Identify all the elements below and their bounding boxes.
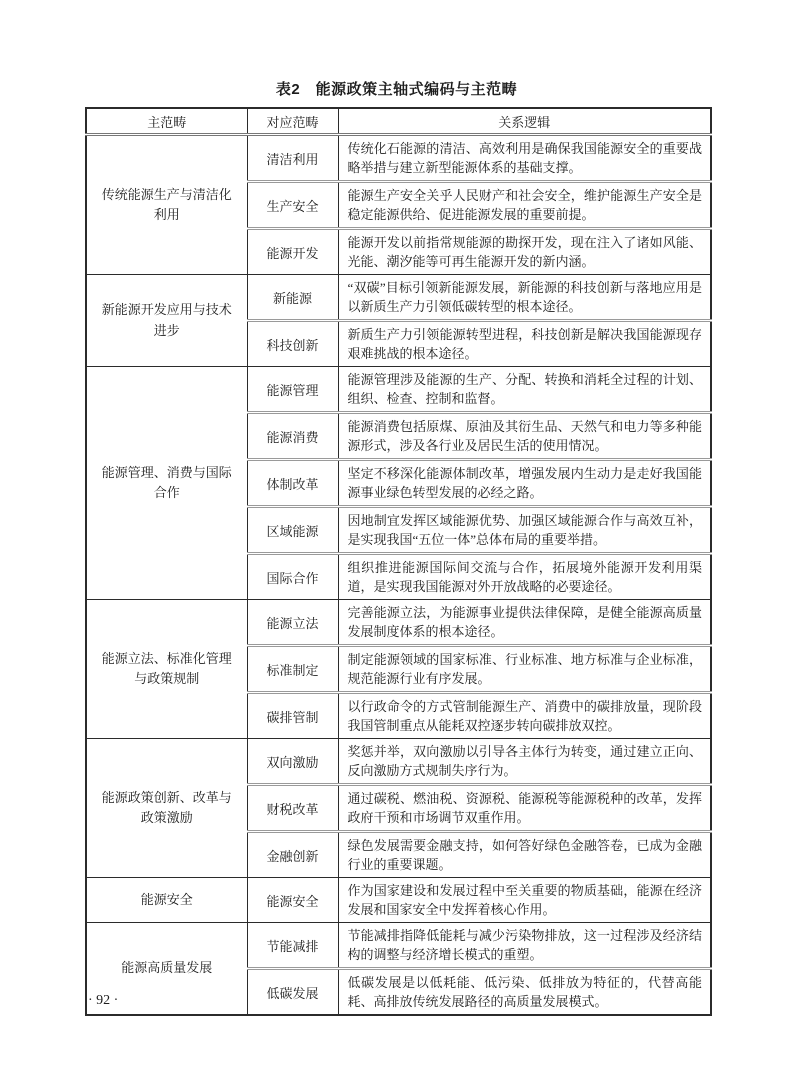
relation-logic-cell: 完善能源立法，为能源事业提供法律保障，是健全能源高质量发展制度体系的根本途径。 <box>338 600 711 646</box>
relation-logic-cell: 绿色发展需要金融支持，如何答好绿色金融答卷，已成为金融行业的重要课题。 <box>338 832 711 878</box>
sub-category-cell: 能源消费 <box>247 413 338 460</box>
relation-logic-cell: 奖惩并举，双向激励以引导各主体行为转变，通过建立正向、反向激励方式规制失序行为。 <box>338 739 711 785</box>
relation-logic-cell: 坚定不移深化能源体制改革，增强发展内生动力是走好我国能源事业绿色转型发展的必经之路。 <box>338 460 711 507</box>
sub-category-cell: 清洁利用 <box>247 135 338 182</box>
relation-logic-cell: 作为国家建设和发展过程中至关重要的物质基础，能源在经济发展和国家安全中发挥着核心作用。 <box>338 878 711 923</box>
sub-category-cell: 双向激励 <box>247 739 338 785</box>
table-row <box>86 135 711 182</box>
sub-category-cell: 科技创新 <box>247 321 338 367</box>
sub-category-cell: 能源立法 <box>247 600 338 646</box>
sub-category-cell: 国际合作 <box>247 554 338 600</box>
table-header-row <box>86 108 711 135</box>
sub-category-cell: 能源管理 <box>247 367 338 413</box>
relation-logic-cell: 节能减排指降低能耗与减少污染物排放，这一过程涉及经济结构的调整与经济增长模式的重塑。 <box>338 923 711 969</box>
sub-category-cell: 低碳发展 <box>247 969 338 1016</box>
relation-logic-cell: 因地制宜发挥区域能源优势、加强区域能源合作与高效互补，是实现我国“五位一体”总体布局的重要举措。 <box>338 507 711 554</box>
main-category-cell: 能源政策创新、改革与政策激励 <box>86 739 247 878</box>
main-category-cell: 传统能源生产与清洁化利用 <box>86 135 247 275</box>
table-caption: 表2 能源政策主轴式编码与主范畴 <box>275 81 518 98</box>
main-category-cell: 能源立法、标准化管理与政策规制 <box>86 600 247 739</box>
sub-category-cell: 标准制定 <box>247 646 338 693</box>
column-header-relation-logic: 关系逻辑 <box>338 108 711 135</box>
sub-category-cell: 新能源 <box>247 275 338 321</box>
relation-logic-cell: 新质生产力引领能源转型进程，科技创新是解决我国能源现存艰难挑战的根本途径。 <box>338 321 711 367</box>
column-header-main-category: 主范畴 <box>86 108 247 135</box>
relation-logic-cell: 能源消费包括原煤、原油及其衍生品、天然气和电力等多种能源形式，涉及各行业及居民生活的使用情况。 <box>338 413 711 460</box>
sub-category-cell: 能源开发 <box>247 229 338 275</box>
relation-logic-cell: 能源管理涉及能源的生产、分配、转换和消耗全过程的计划、组织、检查、控制和监督。 <box>338 367 711 413</box>
relation-logic-cell: 低碳发展是以低耗能、低污染、低排放为特征的，代替高能耗、高排放传统发展路径的高质量发展模式。 <box>338 969 711 1016</box>
table-row <box>86 878 711 923</box>
main-category-cell: 新能源开发应用与技术进步 <box>86 275 247 367</box>
relation-logic-cell: 制定能源领域的国家标准、行业标准、地方标准与企业标准，规范能源行业有序发展。 <box>338 646 711 693</box>
coding-table <box>85 107 712 1016</box>
sub-category-cell: 金融创新 <box>247 832 338 878</box>
main-category-cell: 能源高质量发展 <box>86 923 247 1016</box>
column-header-sub-category: 对应范畴 <box>247 108 338 135</box>
main-category-cell: 能源管理、消费与国际合作 <box>86 367 247 600</box>
table-row <box>86 600 711 646</box>
relation-logic-cell: 传统化石能源的清洁、高效利用是确保我国能源安全的重要战略举措与建立新型能源体系的基础支撑。 <box>338 135 711 182</box>
sub-category-cell: 能源安全 <box>247 878 338 923</box>
relation-logic-cell: 能源开发以前指常规能源的勘探开发，现在注入了诸如风能、光能、潮汐能等可再生能源开发的新内涵。 <box>338 229 711 275</box>
relation-logic-cell: “双碳”目标引领新能源发展，新能源的科技创新与落地应用是以新质生产力引领低碳转型的根本途径。 <box>338 275 711 321</box>
relation-logic-cell: 通过碳税、燃油税、资源税、能源税等能源税种的改革，发挥政府干预和市场调节双重作用。 <box>338 785 711 832</box>
sub-category-cell: 节能减排 <box>247 923 338 969</box>
table-row <box>86 923 711 969</box>
relation-logic-cell: 组织推进能源国际间交流与合作，拓展境外能源开发利用渠道，是实现我国能源对外开放战略的必要途径。 <box>338 554 711 600</box>
sub-category-cell: 体制改革 <box>247 460 338 507</box>
relation-logic-cell: 能源生产安全关乎人民财产和社会安全，维护能源生产安全是稳定能源供给、促进能源发展的重要前提。 <box>338 182 711 229</box>
table-row <box>86 739 711 785</box>
sub-category-cell: 生产安全 <box>247 182 338 229</box>
table-row <box>86 275 711 321</box>
sub-category-cell: 碳排管制 <box>247 693 338 739</box>
table-row <box>86 367 711 413</box>
sub-category-cell: 区域能源 <box>247 507 338 554</box>
sub-category-cell: 财税改革 <box>247 785 338 832</box>
main-category-cell: 能源安全 <box>86 878 247 923</box>
relation-logic-cell: 以行政命令的方式管制能源生产、消费中的碳排放量，现阶段我国管制重点从能耗双控逐步转向碳排放双控。 <box>338 693 711 739</box>
page-number: · 92 · <box>88 993 119 1008</box>
